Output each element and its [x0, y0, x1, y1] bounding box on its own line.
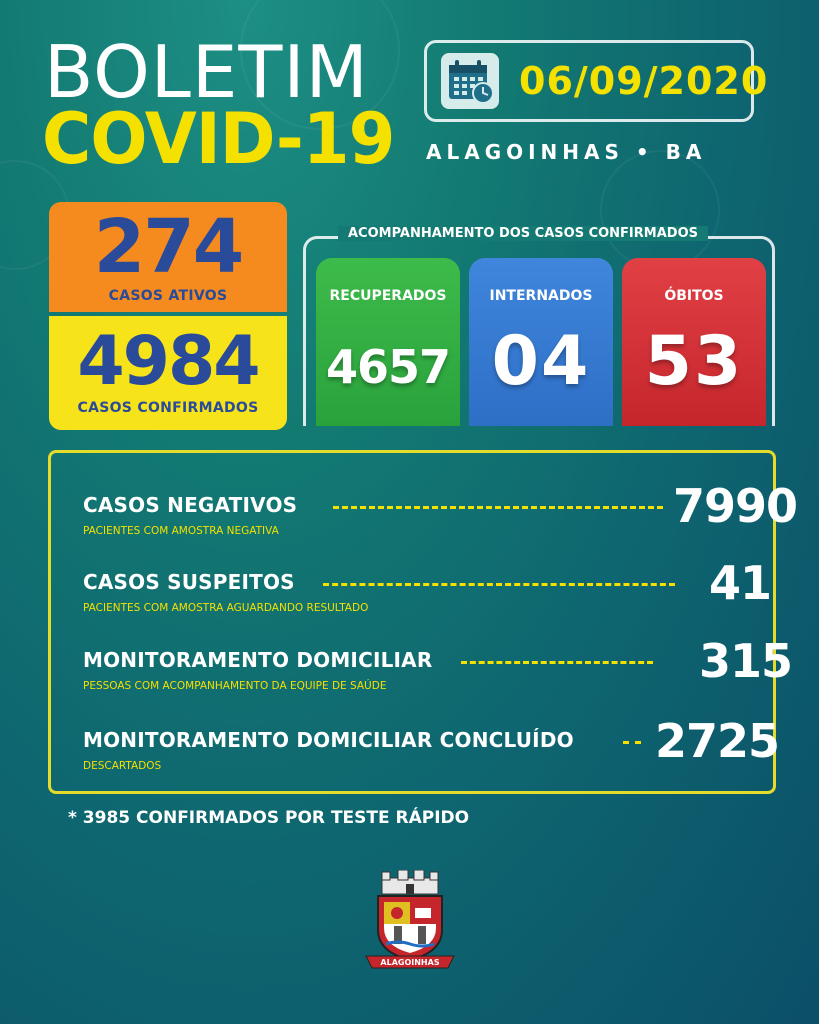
leader-dots	[323, 583, 675, 586]
tracking-title: ACOMPANHAMENTO DOS CASOS CONFIRMADOS	[338, 226, 708, 241]
row-subtitle: PESSOAS COM ACOMPANHAMENTO DA EQUIPE DE SAÚDE	[83, 680, 387, 692]
hospitalized-card	[469, 258, 613, 426]
row-value: 315	[699, 634, 793, 688]
row-subtitle: PACIENTES COM AMOSTRA AGUARDANDO RESULTADO	[83, 602, 369, 614]
active-cases-box	[49, 202, 287, 312]
row-title: MONITORAMENTO DOMICILIAR CONCLUÍDO	[83, 728, 574, 752]
calendar-clock-icon	[441, 53, 499, 109]
deaths-value: 53	[644, 322, 744, 401]
date-box	[424, 40, 769, 122]
deaths-label: ÓBITOS	[664, 288, 724, 304]
city-crest-icon	[360, 870, 460, 974]
leader-dots	[333, 506, 663, 509]
recovered-label: RECUPERADOS	[329, 288, 447, 304]
row-title: CASOS SUSPEITOS	[83, 570, 295, 594]
title-boletim: BOLETIM	[44, 30, 369, 114]
row-subtitle: DESCARTADOS	[83, 760, 162, 772]
row-subtitle: PACIENTES COM AMOSTRA NEGATIVA	[83, 525, 279, 537]
title-covid: COVID-19	[42, 98, 395, 180]
row-title: CASOS NEGATIVOS	[83, 493, 298, 517]
active-cases-value: 274	[93, 204, 243, 290]
row-value: 41	[709, 556, 772, 610]
location-label: ALAGOINHAS • BA	[426, 140, 707, 164]
hospitalized-label: INTERNADOS	[489, 288, 593, 304]
confirmed-cases-box	[49, 316, 287, 430]
recovered-card	[316, 258, 460, 426]
recovered-value: 4657	[325, 340, 451, 394]
bulletin-date: 06/09/2020	[519, 59, 769, 103]
active-cases-label: CASOS ATIVOS	[108, 288, 228, 304]
leader-dots	[623, 741, 641, 744]
confirmed-cases-value: 4984	[77, 322, 259, 401]
hospitalized-value: 04	[491, 322, 591, 401]
details-box	[48, 450, 798, 794]
svg-text:ALAGOINHAS: ALAGOINHAS	[380, 958, 440, 967]
rapid-test-footnote: * 3985 CONFIRMADOS POR TESTE RÁPIDO	[68, 808, 470, 828]
row-value: 2725	[655, 714, 780, 768]
row-value: 7990	[673, 479, 798, 533]
deaths-card	[622, 258, 766, 426]
row-title: MONITORAMENTO DOMICILIAR	[83, 648, 433, 672]
leader-dots	[461, 661, 653, 664]
confirmed-cases-label: CASOS CONFIRMADOS	[77, 400, 259, 416]
